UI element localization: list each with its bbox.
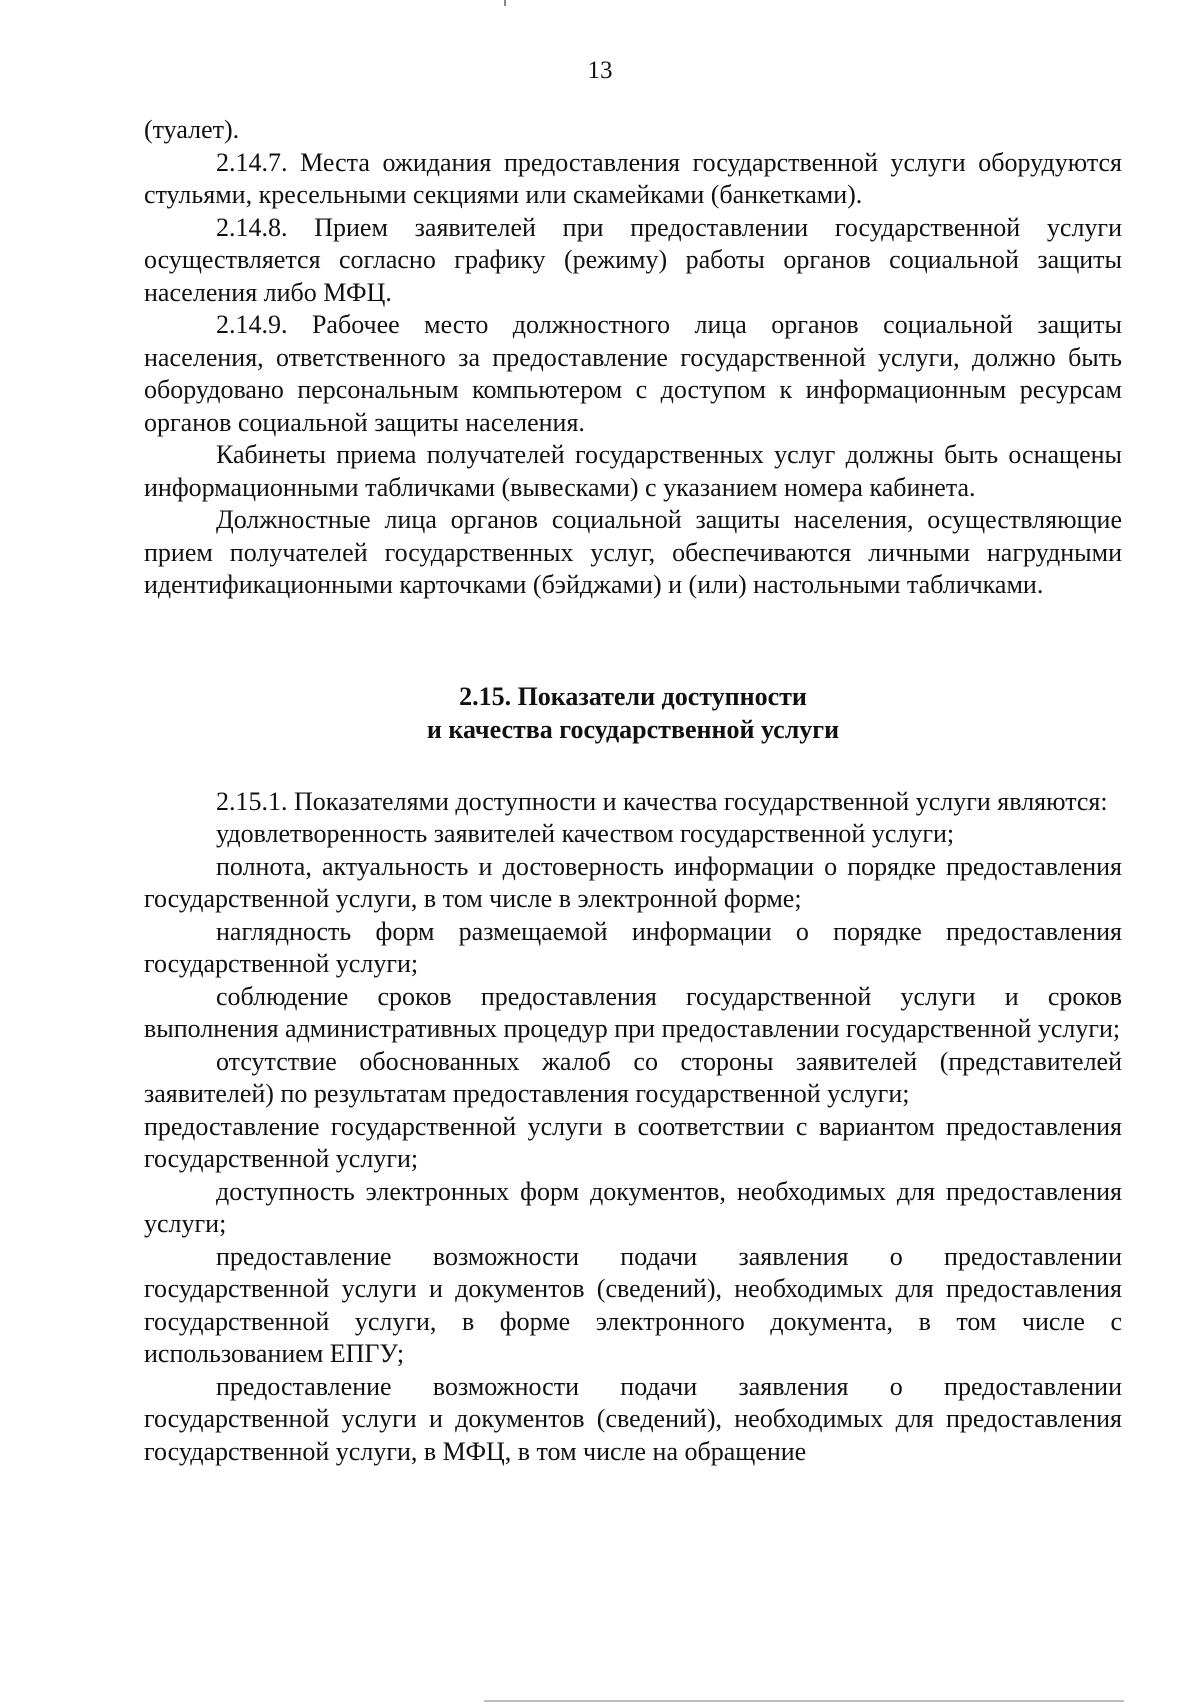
section-gap: [144, 602, 1122, 680]
document-body: [144, 114, 1122, 1468]
paragraph: 2.14.8. Прием заявителей при предоставлении государственной услуги осуществляется согласно графику (режиму) работы органов социальной защиты населения либо МФЦ.: [144, 212, 1122, 307]
list-item: предоставление государственной услуги в соответствии с вариантом предоставления государственной услуги;: [144, 1111, 1122, 1173]
paragraph: Должностные лица органов социальной защиты населения, осуществляющие прием получателей государственных услуг, обеспечиваются личными нагрудными идентификационными карточками (бэйджами) и (или) настольными табличками.: [144, 505, 1122, 599]
page-number: 13: [587, 57, 613, 84]
list-item: доступность электронных форм документов, необходимых для предоставления услуги;: [144, 1176, 1122, 1238]
paragraph: Кабинеты приема получателей государственных услуг должны быть оснащены информационными табличками (вывесками) с указанием номера кабинета.: [144, 440, 1122, 502]
list-item: удовлетворенность заявителей качеством государственной услуги;: [216, 819, 955, 848]
list-item: соблюдение сроков предоставления государственной услуги и сроков выполнения административных процедур при предоставлении государственной услуги;: [144, 981, 1122, 1043]
list-item: предоставление возможности подачи заявления о предоставлении государственной услуги и документов (сведений), необходимых для предоставления государственной услуги, в форме электронного документа, в том числе с использованием ЕПГУ;: [144, 1241, 1122, 1368]
heading-gap: [144, 746, 1122, 786]
list-item: предоставление возможности подачи заявления о предоставлении государственной услуги и документов (сведений), необходимых для предоставления государственной услуги, в МФЦ, в том числе на обращение: [144, 1371, 1122, 1466]
section-heading-line: и качества государственной услуги: [426, 714, 840, 744]
list-item: наглядность форм размещаемой информации о порядке предоставления государственной услуги;: [144, 916, 1122, 978]
list-item: полнота, актуальность и достоверность информации о порядке предоставления государственной услуги, в том числе в электронной форме;: [144, 851, 1122, 913]
paragraph: 2.14.7. Места ожидания предоставления государственной услуги оборудуются стульями, кресельными секциями или скамейками (банкетками).: [144, 147, 1122, 209]
paragraph: 2.14.9. Рабочее место должностного лица органов социальной защиты населения, ответственного за предоставление государственной услуги, должно быть оборудовано персональным компьютером с доступом к информационным ресурсам органов социальной защиты населения.: [144, 310, 1122, 437]
scan-artifact-bottom: [484, 1700, 1124, 1702]
section-heading-line: 2.15. Показатели доступности: [459, 681, 807, 711]
paragraph: 2.15.1. Показателями доступности и качества государственной услуги являются:: [216, 786, 1108, 816]
list-item: отсутствие обоснованных жалоб со стороны заявителей (представителей заявителей) по результатам предоставления государственной услуги;: [144, 1046, 1122, 1108]
section-heading: [144, 680, 1122, 746]
scan-artifact-top: [504, 0, 506, 6]
paragraph: (туалет).: [144, 115, 240, 144]
